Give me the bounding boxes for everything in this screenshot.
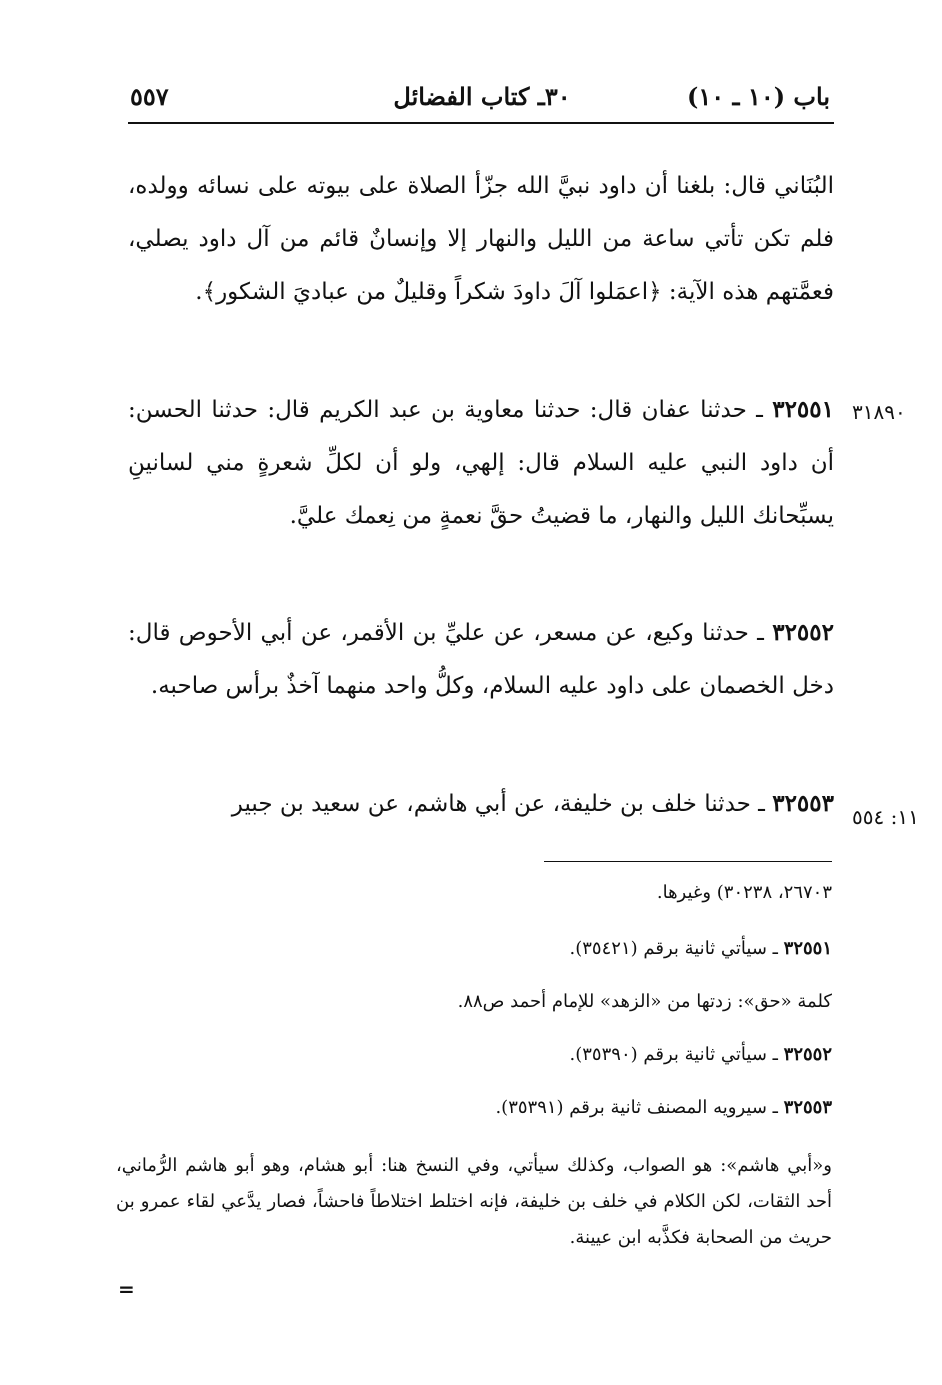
chapter-heading: باب (١٠ ـ ١٠) xyxy=(687,82,830,111)
margin-reference-2: ١١: ٥٥٤ xyxy=(852,805,919,829)
header-rule xyxy=(128,122,834,124)
footnote-32551 xyxy=(126,938,832,959)
footnote-text: ـ سيأتي ثانية برقم (٣٥٣٩٠). xyxy=(569,1044,778,1065)
footnote-32553-note: و«أبي هاشم»: هو الصواب، وكذلك سيأتي، وفي النسخ هنا: أبو هشام، وهو أبو هاشم الرُّماني، أحد الثقات، لكن الكلام في خلف بن خليفة، فإنه اختلط اختلاطاً فاحشاً، فصار يدَّعي لقاء عمرو بن حريث من الصحابة فكذَّبه ابن عيينة. xyxy=(116,1155,832,1248)
hadith-text: ـ حدثنا وكيع، عن مسعر، عن عليِّ بن الأقمر، عن أبي الأحوص قال: دخل الخصمان على داود عليه السلام، وكلُّ واحد منهما آخذٌ برأس صاحبه. xyxy=(128,620,834,699)
footnote-32551-note: كلمة «حق»: زدتها من «الزهد» للإمام أحمد ص٨٨. xyxy=(457,991,832,1012)
footnote-number: ٣٢٥٥١ xyxy=(783,938,832,959)
footnote-number: ٣٢٥٥٣ xyxy=(783,1097,832,1118)
footnote-number: ٣٢٥٥٢ xyxy=(783,1044,832,1065)
margin-reference-1: ٣١٨٩٠ xyxy=(852,400,906,424)
footnote-text: ـ سيرويه المصنف ثانية برقم (٣٥٣٩١). xyxy=(495,1097,778,1118)
footnote-32553 xyxy=(126,1097,832,1118)
hadith-32553 xyxy=(128,777,834,831)
hadith-32551 xyxy=(128,383,834,543)
hadith-32552 xyxy=(128,606,834,713)
footnote-32552 xyxy=(126,1044,832,1065)
page-number: ٥٥٧ xyxy=(130,82,169,111)
hadith-number: ٣٢٥٥١ xyxy=(772,396,834,423)
footnote-text: ـ سيأتي ثانية برقم (٣٥٤٢١). xyxy=(569,938,778,959)
hadith-number: ٣٢٥٥٣ xyxy=(772,790,834,817)
hadith-text: ـ حدثنا عفان قال: حدثنا معاوية بن عبد الكريم قال: حدثنا الحسن: أن داود النبي عليه السلام قال: إلهي، ولو أن لكلِّ شعرةٍ مني لسانينِ يسبِّحانك الليل والنهار، ما قضيتُ حقَّ نعمةٍ من نِعمك عليَّ. xyxy=(128,397,834,529)
book-title: ٣٠ـ كتاب الفضائل xyxy=(393,82,571,111)
paragraph-albunani: البُنَاني قال: بلغنا أن داود نبيَّ الله جزّأ الصلاة على بيوته على نسائه وولده، فلم تكن تأتي ساعة من الليل والنهار إلا وإنسانٌ قائم من آل داود يصلي، فعمَّتهم هذه الآية: ﴿اعمَلوا آلَ داودَ شكراً وقليلٌ من عباديَ الشكور﴾. xyxy=(128,173,834,305)
hadith-text: ـ حدثنا خلف بن خليفة، عن أبي هاشم، عن سعيد بن جبير xyxy=(231,791,765,817)
footnote-continuation: ٢٦٧٠٣، ٣٠٢٣٨) وغيرها. xyxy=(656,882,832,903)
footnote-rule xyxy=(544,861,832,862)
continuation-mark: = xyxy=(118,1277,135,1301)
hadith-number: ٣٢٥٥٢ xyxy=(772,619,834,646)
